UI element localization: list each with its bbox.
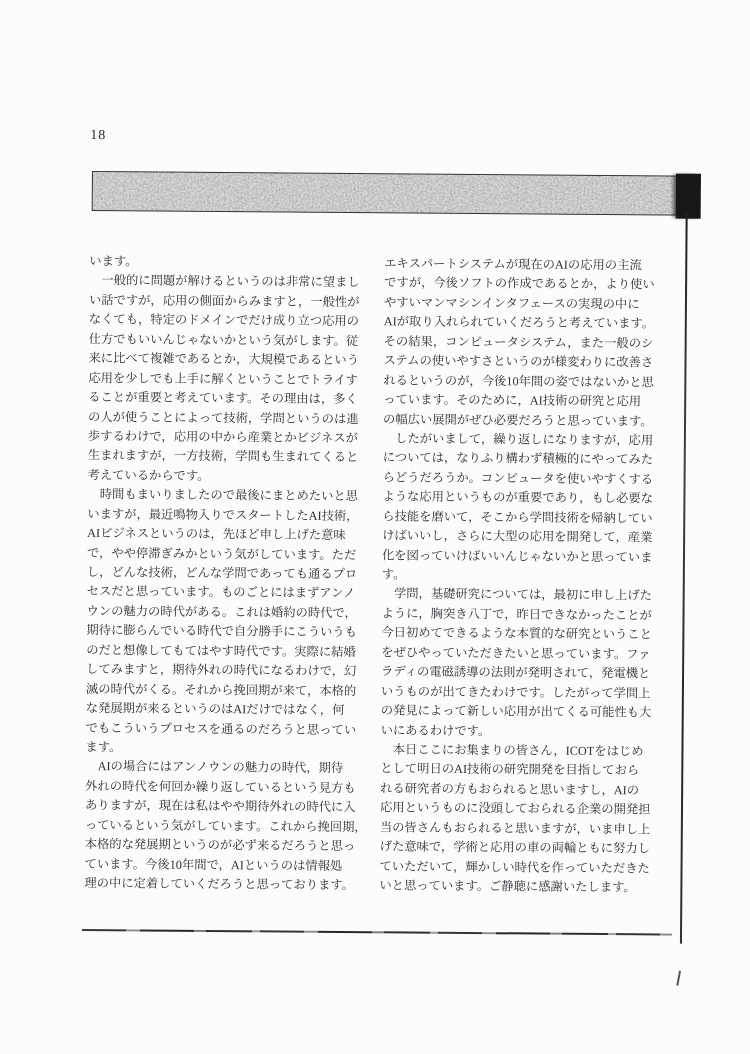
text-line: いにあるわけです。 [380, 722, 491, 738]
text-line: の発見によって新しい応用が出てくる可能性も大 [380, 703, 652, 720]
left-text-column [84, 252, 369, 896]
text-line: 一般的に問題が解けるというのは非常に望まし [89, 273, 360, 290]
text-line: のだと想像してもてはやす時代です。実際に結婚 [86, 642, 356, 659]
text-line: をぜひやっていただきたいと思っています。ファ [381, 645, 651, 662]
text-line: 来に比べて複雑であるとか，大規模であるという [88, 351, 360, 368]
text-line: 外れの時代を何回か繰り返しているという見方も [85, 778, 356, 795]
text-line: ることが重要と考えています。その理由は，多く [88, 390, 358, 407]
text-line: AIビジネスというのは，先ほど申し上げた意味 [87, 526, 346, 543]
noise-texture [93, 172, 699, 215]
text-line: 応用というものに没頭しておられる企業の開発担 [379, 800, 651, 817]
text-line: AIが取り入れられていくだろうと考えています。 [383, 314, 655, 331]
text-line: ウンの魅力の時代がある。これは婚約の時代で， [86, 603, 357, 620]
text-line: 本日ここにお集まりの皆さん，ICOTをはじめ [380, 742, 644, 759]
corner-tick-mark [676, 971, 681, 986]
text-line: いますが，最近鳴物入りでスタートしたAI技術， [87, 506, 359, 523]
text-line: ステムの使いやすさというのが様変わりに改善さ [383, 353, 654, 370]
text-line: っているという気がしています。これから挽回期， [84, 817, 367, 834]
text-line: い話ですが，応用の側面からみますと，一般性が [88, 292, 360, 309]
text-line: ます。 [85, 739, 122, 755]
text-line: ラディの電磁誘導の法則が発明されて，発電機と [381, 664, 651, 681]
text-line: やすいマンマシンインタフェースの実現の中に [383, 295, 640, 312]
text-line: 化を図っていけばいいんじゃないかと思っていま [381, 547, 653, 564]
text-line: の幅広い展開がぜひ必要だろうと思っています。 [382, 411, 653, 428]
text-line: エキスパートシステムが現在のAIの応用の主流 [384, 256, 642, 273]
text-line: 期待に膨らんでいる時代で自分勝手にこういうも [86, 623, 357, 640]
text-line: います。 [89, 253, 138, 269]
text-line: す。 [381, 567, 406, 582]
text-line: 考えているからです。 [87, 467, 210, 483]
text-line: したがいまして，繰り返しになりますが，応用 [382, 431, 654, 448]
text-line: 当の皆さんもおられると思いますが，いま申し上 [379, 819, 651, 837]
text-line: れるというのが，今後10年間の姿ではないかと思 [383, 372, 654, 390]
text-line: 応用を少しでも上手に解くということでトライす [88, 370, 358, 387]
text-line: 歩するわけで，応用の中から産業とかビジネスが [87, 428, 358, 446]
text-line: AIの場合にはアンノウンの魅力の時代，期待 [85, 759, 344, 776]
text-line: いうものが出てきたわけです。したがって学問上 [380, 683, 651, 701]
text-line: 本格的な発展期というのが必ず来るだろうと思っ [84, 837, 356, 854]
page-number: 18 [90, 128, 107, 144]
text-line: でもこういうプロセスを通るのだろうと思ってい [85, 720, 357, 737]
text-line: 理の中に定着していくだろうと思っております。 [84, 875, 355, 893]
text-line: については，なりふり構わず積極的にやってみた [382, 450, 654, 467]
text-line: れる研究者の方もおられると思いますし，AIの [380, 781, 640, 798]
text-line: で，やや停滞ぎみかという気がしています。ただ [86, 545, 357, 562]
footer-horizontal-rule [82, 929, 672, 936]
page-edge-vertical-line [680, 213, 688, 944]
text-line: ありますが，現在は私はやや期待外れの時代に入 [84, 798, 356, 815]
text-line: っています。そのために，AI技術の研究と応用 [383, 392, 642, 409]
text-line: ですが，今後ソフトの作成であるとか，より使い [384, 275, 655, 292]
text-line: として明日のAI技術の研究開発を目指しておら [380, 761, 640, 778]
text-line: 時間もまいりましたので最後にまとめたいと思 [87, 487, 359, 504]
text-line: 今日初めてできるような本質的な研究ということ [381, 625, 652, 642]
text-line: いと思っています。ご静聴に感謝いたします。 [379, 878, 636, 895]
text-line: その結果，コンピュータシステム，また一般のシ [383, 334, 654, 351]
text-line: なくても，特定のドメインでだけ成り立つ応用の [88, 312, 360, 329]
band-dark-end-block [676, 174, 701, 219]
text-line: 生まれますが，一方技術，学問も生まれてくると [87, 448, 359, 465]
text-line: ています。今後10年間で，AIというのは情報処 [84, 856, 343, 873]
text-line: げた意味で，学術と応用の車の両輪ともに努力し [379, 839, 651, 856]
text-line: な発展期が来るというのはAIだけではなく，何 [85, 701, 345, 718]
text-line: けばいいし，さらに大型の応用を開発して，産業 [382, 528, 653, 545]
text-line: セスだと思っています。ものごとにはまずアンノ [86, 584, 356, 601]
text-line: ら技能を磨いて，そこから学問技術を帰納してい [382, 508, 653, 526]
text-line: ような応用というものが重要であり，もし必要な [382, 489, 654, 506]
text-line: 仕方でもいいんじゃないかという気がします。従 [88, 331, 359, 348]
text-line: の人が使うことによって技術，学問というのは進 [88, 409, 359, 426]
text-line: してみますと，期待外れの時代になるわけで，幻 [86, 662, 357, 679]
scanned-header-noise-band [92, 171, 700, 216]
text-line: ように，胸突き八丁で，昨日できなかったことが [381, 606, 652, 623]
text-line: し，どんな技術，どんな学問であっても通るプロ [86, 564, 358, 582]
text-line: らどうだろうか。コンピュータを使いやすくする [382, 470, 654, 487]
right-text-column [379, 254, 664, 898]
text-line: ていただいて，輝かしい時代を作っていただきた [379, 858, 650, 875]
text-line: 学問，基礎研究については，最初に申し上げた [381, 586, 653, 603]
text-line: 滅の時代がくる。それから挽回期が来て，本格的 [85, 681, 357, 698]
